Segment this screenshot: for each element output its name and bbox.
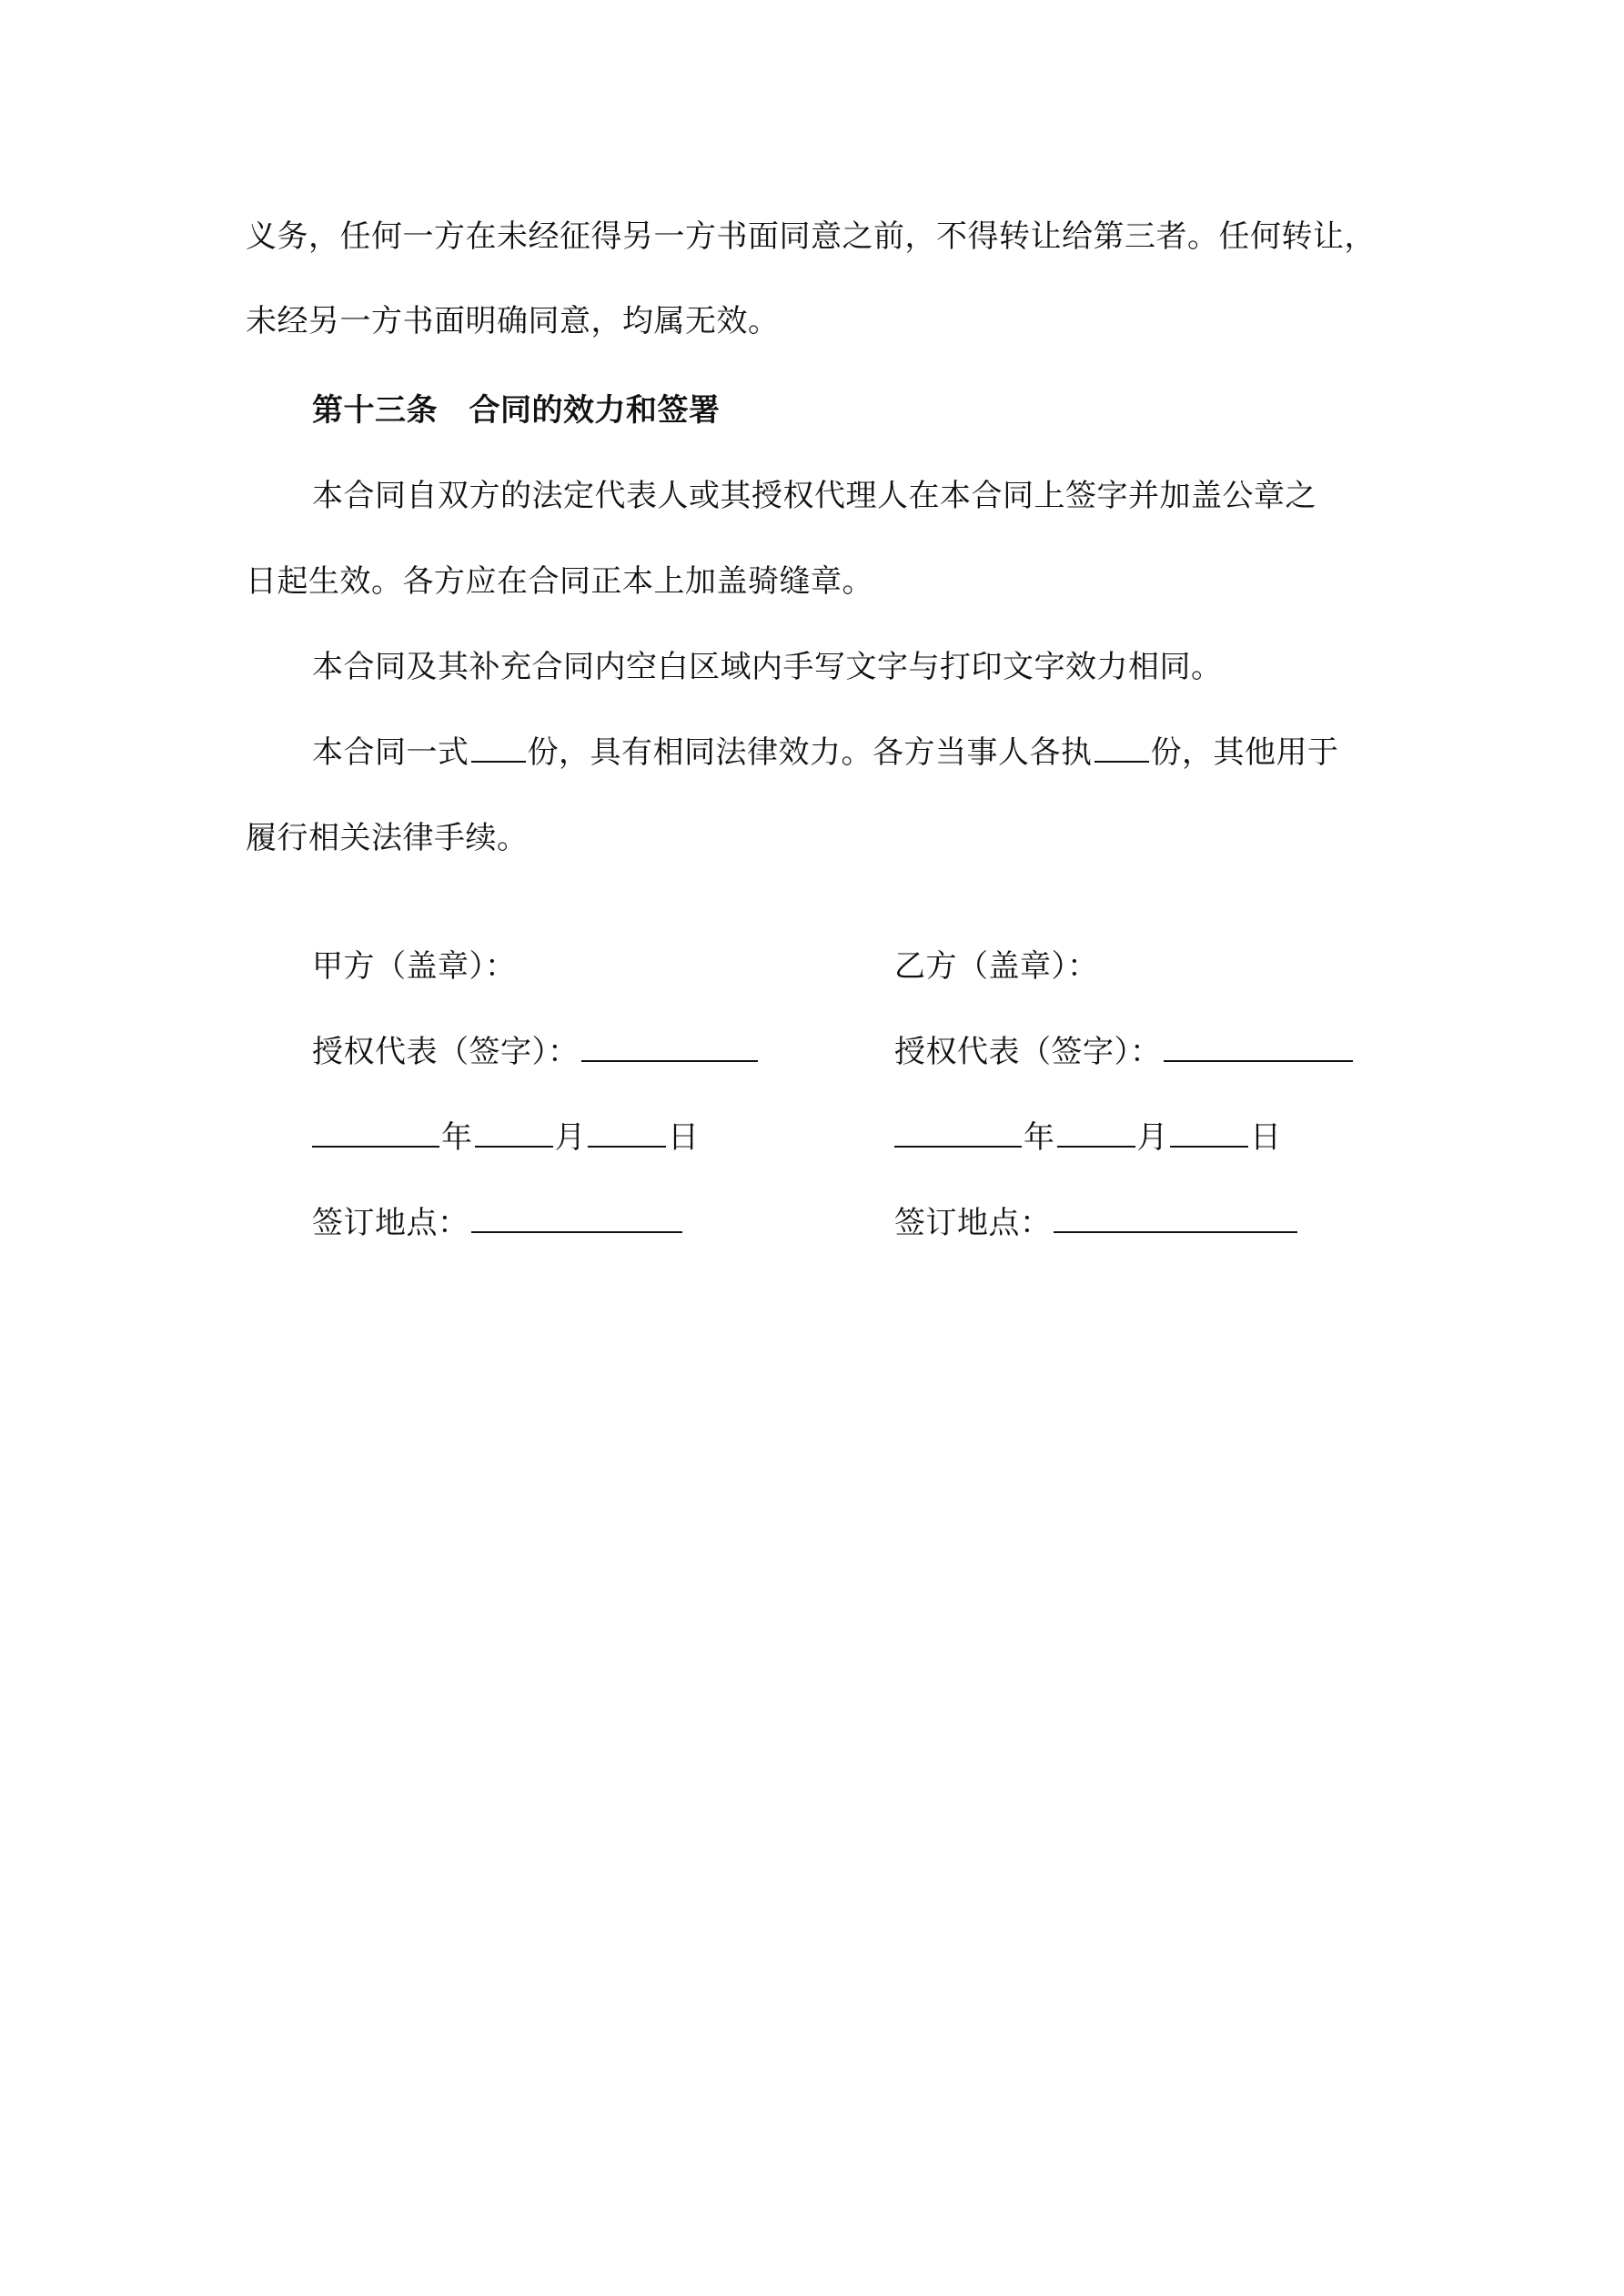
party-b-seal-label: 乙方（盖章）： [894,948,1099,985]
paragraph-4-text-3: 份，其他用于 [1150,734,1339,771]
party-a-date-line [312,1118,700,1158]
party-b-day-blank [1170,1118,1248,1148]
party-a-rep-blank [581,1033,758,1062]
paragraph-1-line-1: 义务，任何一方在未经征得另一方书面同意之前，不得转让给第三者。任何转让， [246,218,1376,255]
party-a-day-label: 日 [668,1119,700,1156]
party-a-rep-line [312,1032,760,1072]
party-b-place-label: 签订地点： [894,1205,1052,1241]
party-b-place-blank [1054,1204,1297,1233]
party-b-date-line [894,1118,1282,1158]
party-a-rep-label: 授权代表（签字）： [312,1034,580,1070]
paragraph-4-line-1 [312,733,1339,773]
paragraph-1-line-2: 未经另一方书面明确同意，均属无效。 [246,303,780,339]
copies-total-blank [471,733,526,763]
party-a-place-line [312,1203,684,1243]
article-heading: 第十三条 合同的效力和签署 [312,392,721,429]
party-b-month-label: 月 [1136,1119,1168,1156]
party-b-rep-blank [1164,1033,1353,1062]
party-a-place-label: 签订地点： [312,1205,469,1241]
paragraph-4-text-1: 本合同一式 [312,734,469,771]
party-a-month-label: 月 [554,1119,586,1156]
paragraph-4-text-2: 份，具有相同法律效力。各方当事人各执 [527,734,1093,771]
party-a-year-label: 年 [441,1119,473,1156]
copies-each-blank [1094,733,1149,763]
party-a-seal-label: 甲方（盖章）： [312,948,517,985]
party-b-rep-label: 授权代表（签字）： [894,1034,1162,1070]
party-b-rep-line [894,1032,1355,1072]
party-b-place-line [894,1203,1299,1243]
paragraph-3: 本合同及其补充合同内空白区域内手写文字与打印文字效力相同。 [312,649,1223,685]
party-a-year-blank [312,1118,439,1148]
paragraph-2-line-1: 本合同自双方的法定代表人或其授权代理人在本合同上签字并加盖公章之 [312,478,1316,514]
party-a-place-blank [471,1204,682,1233]
party-a-month-blank [475,1118,553,1148]
party-a-day-blank [588,1118,666,1148]
paragraph-2-line-2: 日起生效。各方应在合同正本上加盖骑缝章。 [246,563,873,600]
paragraph-4-line-2: 履行相关法律手续。 [246,820,529,856]
party-b-year-label: 年 [1024,1119,1055,1156]
party-b-day-label: 日 [1250,1119,1282,1156]
party-b-year-blank [894,1118,1022,1148]
party-b-month-blank [1057,1118,1135,1148]
